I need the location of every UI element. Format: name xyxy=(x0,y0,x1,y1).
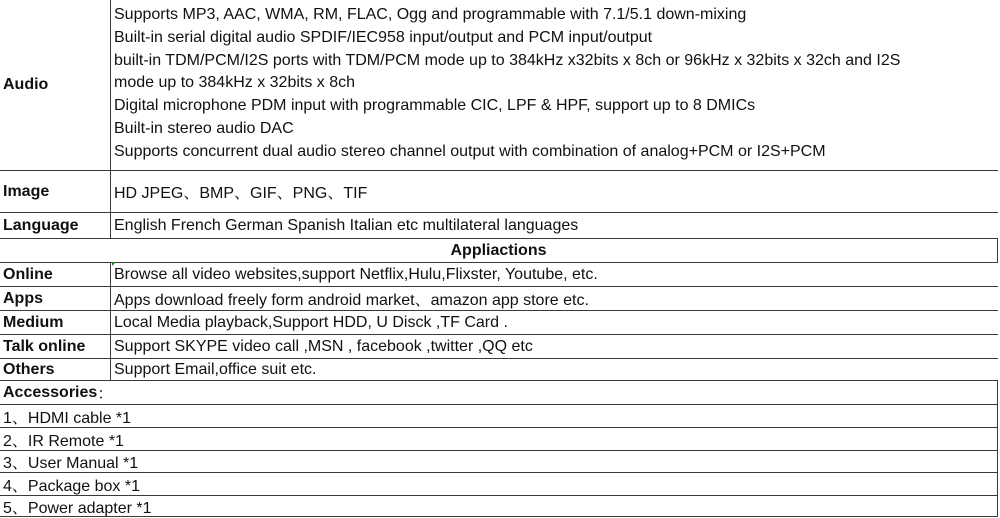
cell-comment-marker xyxy=(112,262,116,266)
accessory-item-text: 5、Power adapter *1 xyxy=(3,499,152,517)
app-row-value: Support Email,office suit etc. xyxy=(114,360,317,378)
app-row-label: Online xyxy=(0,263,111,286)
audio-line: Supports MP3, AAC, WMA, RM, FLAC, Ogg and programmable with 7.1/5.1 down-mixing xyxy=(114,6,747,23)
app-row-label: Others xyxy=(0,359,111,380)
app-row-value: Local Media playback,Support HDD, U Disck ,TF Card . xyxy=(114,313,508,331)
table-bottom-border xyxy=(0,516,998,517)
language-label: Language xyxy=(0,213,111,238)
app-row-value: Support SKYPE video call ,MSN , facebook ,twitter ,QQ etc xyxy=(114,337,533,355)
accessory-item xyxy=(0,495,998,516)
accessories-heading xyxy=(3,381,113,404)
app-row-online xyxy=(0,262,998,286)
accessories-colon: ： xyxy=(97,386,114,403)
audio-line: built-in TDM/PCM/I2S ports with TDM/PCM mode up to 384kHz x32bits x 8ch or 96kHz x 32bits x 32ch and I2S xyxy=(114,51,901,69)
audio-label: Audio xyxy=(0,0,111,170)
app-row-medium xyxy=(0,310,998,334)
accessory-item xyxy=(0,450,998,472)
language-row xyxy=(0,212,998,238)
audio-row xyxy=(0,0,998,170)
language-value: English French German Spanish Italian etc multilateral languages xyxy=(114,216,579,234)
accessories-heading-row xyxy=(0,380,998,404)
image-label: Image xyxy=(0,171,111,212)
app-row-value: Apps download freely form android market、amazon app store etc. xyxy=(114,292,589,309)
app-row-label: Talk online xyxy=(0,335,111,358)
accessory-item xyxy=(0,427,998,450)
audio-value xyxy=(114,0,998,170)
accessories-heading-text: Accessories xyxy=(3,383,98,401)
accessory-item-text: 3、User Manual *1 xyxy=(3,455,139,472)
image-value: HD JPEG、BMP、GIF、PNG、TIF xyxy=(114,185,368,202)
applications-heading-row xyxy=(0,238,998,262)
accessory-item xyxy=(0,404,998,427)
accessory-item-text: 1、HDMI cable *1 xyxy=(3,409,132,427)
accessory-item-text: 2、IR Remote *1 xyxy=(3,432,124,450)
app-row-apps xyxy=(0,286,998,310)
audio-line: Built-in serial digital audio SPDIF/IEC958 input/output and PCM input/output xyxy=(114,28,653,46)
audio-line: mode up to 384kHz x 32bits x 8ch xyxy=(114,74,356,92)
audio-line: Built-in stereo audio DAC xyxy=(114,119,294,137)
audio-line: Supports concurrent dual audio stereo channel output with combination of analog+PCM or I2S+PCM xyxy=(114,142,826,160)
app-row-label: Apps xyxy=(0,287,111,310)
app-row-value: Browse all video websites,support Netflix,Hulu,Flixster, Youtube, etc. xyxy=(114,265,598,283)
app-row-label: Medium xyxy=(0,311,111,334)
accessory-item-text: 4、Package box *1 xyxy=(3,477,140,495)
app-row-others xyxy=(0,358,998,380)
applications-heading: Appliactions xyxy=(450,241,547,259)
accessory-item xyxy=(0,472,998,495)
audio-line: Digital microphone PDM input with programmable CIC, LPF & HPF, support up to 8 DMICs xyxy=(114,97,756,115)
image-row xyxy=(0,170,998,212)
app-row-talk-online xyxy=(0,334,998,358)
